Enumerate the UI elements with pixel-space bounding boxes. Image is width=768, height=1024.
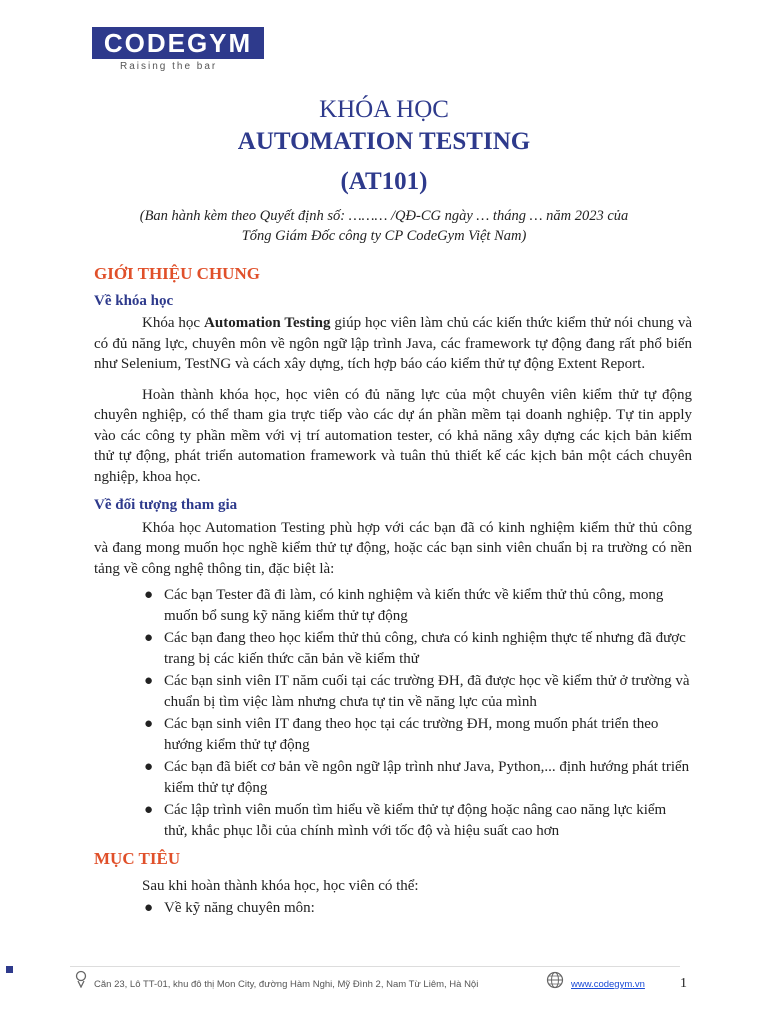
page-number: 1 xyxy=(680,976,687,991)
bullet-icon: ● xyxy=(144,759,154,775)
paragraph-course-desc xyxy=(94,313,692,375)
footer-address: Căn 23, Lô TT-01, khu đô thị Mon City, đường Hàm Nghi, Mỹ Đình 2, Nam Từ Liêm, Hà Nội xyxy=(94,979,479,990)
logo-wordmark: CODEGYM xyxy=(92,27,264,59)
list-item xyxy=(94,757,692,798)
decision-note-line1: (Ban hành kèm theo Quyết định số: ……… /QĐ-CG ngày … tháng … năm 2023 của xyxy=(139,208,629,224)
list-item-text: Các lập trình viên muốn tìm hiểu về kiểm thử tự động hoặc nâng cao năng lực kiểm thử, khắc phục lỗi của chính mình với tốc độ và hiệu suất cao hơn xyxy=(164,802,667,839)
list-item-text: Các bạn sinh viên IT đang theo học tại các trường ĐH, mong muốn phát triển theo hướng kiểm thử tự động xyxy=(164,716,659,753)
subheading-audience: Về đối tượng tham gia xyxy=(94,497,238,513)
list-item-text: Về kỹ năng chuyên môn: xyxy=(164,900,315,916)
list-item xyxy=(94,714,692,755)
location-pin-icon xyxy=(74,970,88,988)
page-footer xyxy=(0,964,768,1004)
list-item-text: Các bạn đang theo học kiểm thử thủ công, chưa có kinh nghiệm thực tế nhưng đã được trang bị các kiến thức căn bản về kiểm thử xyxy=(164,630,686,667)
bullet-icon: ● xyxy=(144,802,154,818)
footer-website-link[interactable]: www.codegym.vn xyxy=(571,979,645,990)
bold-course-name: Automation Testing xyxy=(204,315,331,331)
list-item-text: Các bạn Tester đã đi làm, có kinh nghiệm và kiến thức về kiểm thử thủ công, mong muốn bổ sung kỹ năng kiểm thử tự động xyxy=(164,587,664,624)
decision-note-line2: Tổng Giám Đốc công ty CP CodeGym Việt Nam) xyxy=(241,228,527,244)
logo-tagline: Raising the bar xyxy=(120,61,218,72)
list-item-text: Các bạn đã biết cơ bản về ngôn ngữ lập trình như Java, Python,... định hướng phát triển kiểm thử tự động xyxy=(164,759,690,796)
list-item xyxy=(94,671,692,712)
bullet-icon: ● xyxy=(144,673,154,689)
subheading-about-course: Về khóa học xyxy=(94,292,174,309)
goals-intro: Sau khi hoàn thành khóa học, học viên có thể: xyxy=(142,877,419,894)
list-item xyxy=(94,898,692,919)
course-title-line1: KHÓA HỌC xyxy=(319,96,449,123)
bullet-icon: ● xyxy=(144,630,154,646)
list-item xyxy=(94,628,692,669)
bullet-icon: ● xyxy=(144,716,154,732)
footer-square-icon xyxy=(6,966,13,973)
decision-note xyxy=(0,206,768,246)
bullet-icon: ● xyxy=(144,900,154,916)
goals-list xyxy=(94,898,692,919)
paragraph-outcome: Hoàn thành khóa học, học viên có đủ năng lực của một chuyên viên kiểm thử tự động chuyên nghiệp, có thể tham gia trực tiếp vào các dự án phần mềm tại doanh nghiệp. Tự tin apply vào các công ty phần mềm với vị trí automation tester, có khả năng xây dựng các kịch bản kiểm thử tự động, phát triển automation framework và tuân thủ thiết kế các kịch bản một cách chuyên nghiệp, khoa học. xyxy=(94,386,692,485)
section-heading-intro: GIỚI THIỆU CHUNG xyxy=(94,264,260,283)
course-code: (AT101) xyxy=(340,168,428,195)
audience-list xyxy=(94,585,692,841)
document-body xyxy=(94,264,692,921)
list-item-text: Các bạn sinh viên IT năm cuối tại các trường ĐH, đã được học về kiểm thử ở trường và chuẩn bị tìm việc làm nhưng chưa tự tin về năng lực của mình xyxy=(164,673,690,710)
globe-icon xyxy=(546,971,564,989)
section-heading-goals: MỤC TIÊU xyxy=(94,849,181,868)
text-span: giúp học viên làm chủ các kiến thức kiểm thử nói chung và có đủ năng lực, chuyên môn về ngôn ngữ lập trình Java, các framework tự động đang rất phổ biến như Selenium, TestNG và cách xây dựng, tích hợp báo cáo kiểm thử tự động Extent Report. xyxy=(94,315,693,372)
course-title-line2: AUTOMATION TESTING xyxy=(237,128,531,155)
footer-divider xyxy=(70,966,680,967)
list-item xyxy=(94,800,692,841)
bullet-icon: ● xyxy=(144,587,154,603)
codegym-logo xyxy=(92,27,264,72)
list-item xyxy=(94,585,692,626)
text-span: Khóa học xyxy=(142,315,205,331)
paragraph-audience: Khóa học Automation Testing phù hợp với các bạn đã có kinh nghiệm kiểm thử thủ công và đang mong muốn học nghề kiểm thử tự động, hoặc các bạn sinh viên chuẩn bị ra trường có nền tảng về công nghệ thông tin, đặc biệt là: xyxy=(94,519,692,577)
